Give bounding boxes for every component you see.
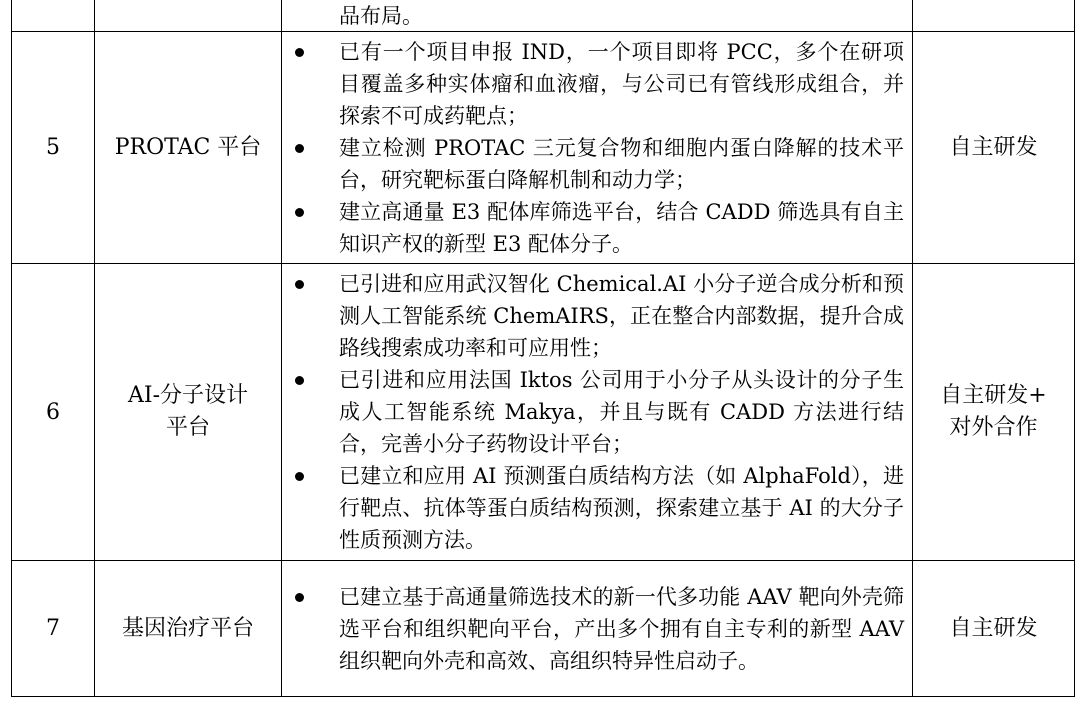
table-row [12, 0, 1075, 32]
bullet-icon [295, 593, 304, 602]
table-row [12, 561, 1075, 697]
bullet-item [282, 36, 904, 132]
platform-name-line: AI-分子设计 [127, 383, 248, 408]
bullet-text: 已引进和应用法国 Iktos 公司用于小分子从头设计的分子生成人工智能系统 Makya，并且与既有 CADD 方法进行结合，完善小分子药物设计平台； [339, 368, 904, 456]
platform-name [95, 264, 282, 561]
bullet-text: 建立检测 PROTAC 三元复合物和细胞内蛋白降解的技术平台，研究靶标蛋白降解机制和动力学； [339, 135, 904, 192]
platform-table [11, 0, 1075, 697]
bullet-list [282, 581, 912, 677]
row-number: 6 [12, 264, 95, 561]
bullet-item [282, 460, 904, 556]
dev-mode [913, 264, 1075, 561]
mode-cell [913, 0, 1075, 32]
row-number: 5 [12, 32, 95, 264]
bullet-item [282, 268, 904, 364]
platform-name-line: 平台 [165, 415, 210, 440]
bullet-icon [295, 208, 304, 217]
bullet-item [282, 581, 904, 677]
table-row [12, 32, 1075, 264]
bullet-icon [295, 376, 304, 385]
description-cell [282, 32, 913, 264]
dev-mode: 自主研发 [913, 561, 1075, 697]
bullet-list [282, 268, 912, 556]
bullet-text: 已有一个项目申报 IND，一个项目即将 PCC，多个在研项目覆盖多种实体瘤和血液瘤，与公司已有管线形成组合，并探索不可成药靶点； [339, 39, 904, 128]
bullet-text: 已建立基于高通量筛选技术的新一代多功能 AAV 靶向外壳筛选平台和组织靶向平台，产出多个拥有自主专利的新型 AAV 组织靶向外壳和高效、高组织特异性启动子。 [339, 584, 904, 673]
bullet-icon [295, 144, 304, 153]
dev-mode-line: 对外合作 [949, 415, 1038, 440]
bullet-list [282, 36, 912, 260]
description-cell [282, 0, 913, 32]
bullet-item [282, 364, 904, 460]
bullet-text: 建立高通量 E3 配体库筛选平台，结合 CADD 筛选具有自主知识产权的新型 E3 配体分子。 [339, 199, 904, 256]
description-cell [282, 561, 913, 697]
platform-name: PROTAC 平台 [95, 32, 282, 264]
description-cell [282, 264, 913, 561]
bullet-icon [295, 472, 304, 481]
bullet-icon [295, 48, 304, 57]
row-number: 7 [12, 561, 95, 697]
bullet-item [282, 196, 904, 260]
platform-cell [95, 0, 282, 32]
bullet-icon [295, 280, 304, 289]
bullet-item [282, 132, 904, 196]
dev-mode: 自主研发 [913, 32, 1075, 264]
bullet-text: 已引进和应用武汉智化 Chemical.AI 小分子逆合成分析和预测人工智能系统 ChemAIRS，正在整合内部数据，提升合成路线搜索成功率和可应用性； [339, 272, 904, 360]
continuation-text: 品布局。 [339, 4, 423, 28]
table-row [12, 264, 1075, 561]
number-cell [12, 0, 95, 32]
dev-mode-line: 自主研发+ [940, 383, 1047, 408]
bullet-text: 已建立和应用 AI 预测蛋白质结构方法（如 AlphaFold），进行靶点、抗体等蛋白质结构预测，探索建立基于 AI 的大分子性质预测方法。 [339, 464, 904, 552]
platform-name: 基因治疗平台 [95, 561, 282, 697]
